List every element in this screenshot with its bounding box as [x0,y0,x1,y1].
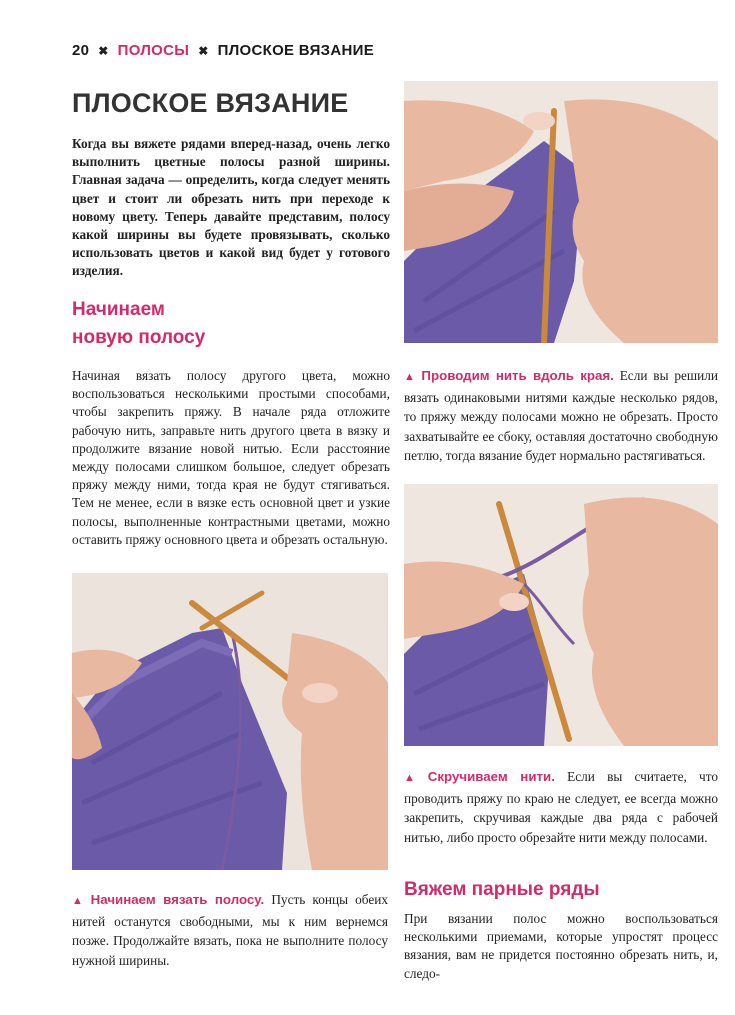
photo-twist-yarn [404,484,718,746]
section-body-paired-rows: При вязании полос можно воспользоваться несколькими приемами, которые упростят процесс вязания, вам не придется постоянно обрезать нить, и, следо- [404,911,718,981]
triangle-marker-icon: ▲ [404,772,424,784]
knitting-illustration [404,81,718,343]
triangle-marker-icon: ▲ [404,371,418,383]
caption-title: Скручиваем нити. [427,769,555,784]
caption-title: Проводим нить вдоль края. [421,368,614,383]
photo-carry-yarn [404,81,718,343]
heading-line: новую полосу [72,327,206,348]
caption-start-stripe [72,890,388,970]
subsection-name: ПЛОСКОЕ ВЯЗАНИЕ [217,42,374,59]
star-bullet-icon: ✖ [98,43,109,58]
caption-text: Если вы считаете, что проводить пряжу по краю не следует, ее всегда можно закрепить, скручивая каждые два ряда с рабочей нитью, либо просто обрезайте нити между полосами. [404,769,718,845]
caption-title: Начинаем вязать полосу. [90,892,265,907]
caption-text: Если вы решили вязать одинаковыми нитями каждые несколько рядов, то пряжу между полосами можно не обрезать. Просто захватывайте ее сбоку, оставляя достаточно свободную петлю, тогда вязание будет нормально растягиваться. [404,368,719,463]
triangle-marker-icon: ▲ [72,895,87,907]
page-title: ПЛОСКОЕ ВЯЗАНИЕ [72,88,349,118]
caption-carry-yarn [404,366,718,466]
caption-text: Пусть концы обеих нитей останутся свободными, мы к ним вернемся позже. Продолжайте вязать, пока не выполните полосу нужной ширины. [72,892,389,968]
section-body-new-stripe: Начиная вязать полосу другого цвета, можно воспользоваться несколькими простыми способами, чтобы закрепить пряжу. В начале ряда отложите рабочую нить, заправьте нить другого цвета в вязку и продолжите вязание новой нитью. Если расстояние между полосами слишком большое, следует обрезать пряжу между ними, тогда края не будут стягиваться. Тем не менее, если в вязке есть основной цвет и узкие полосы, выполненные контрастными цветами, можно оставить пряжу основного цвета и обрезать остальную. [72,368,390,547]
running-header [72,42,374,59]
caption-twist-yarn [404,767,718,847]
knitting-illustration [404,484,718,746]
page-number: 20 [72,42,90,59]
heading-line: Начинаем [72,299,165,320]
section-name: ПОЛОСЫ [117,42,190,59]
photo-start-stripe [72,573,388,870]
lead-paragraph: Когда вы вяжете рядами вперед-назад, очень легко выполнить цветные полосы разной ширины. Главная задача — определить, когда следует менять цвет и стоит ли обрезать нить при переходе к новому цвету. Теперь давайте представим, полосу какой ширины вы будете провязывать, сколько использовать цветов и какой вид будет у готового изделия. [72,136,390,279]
section-heading-paired-rows: Вяжем парные ряды [404,879,600,900]
section-heading-new-stripe [72,296,372,352]
star-bullet-icon: ✖ [198,43,209,58]
knitting-illustration [72,573,388,870]
